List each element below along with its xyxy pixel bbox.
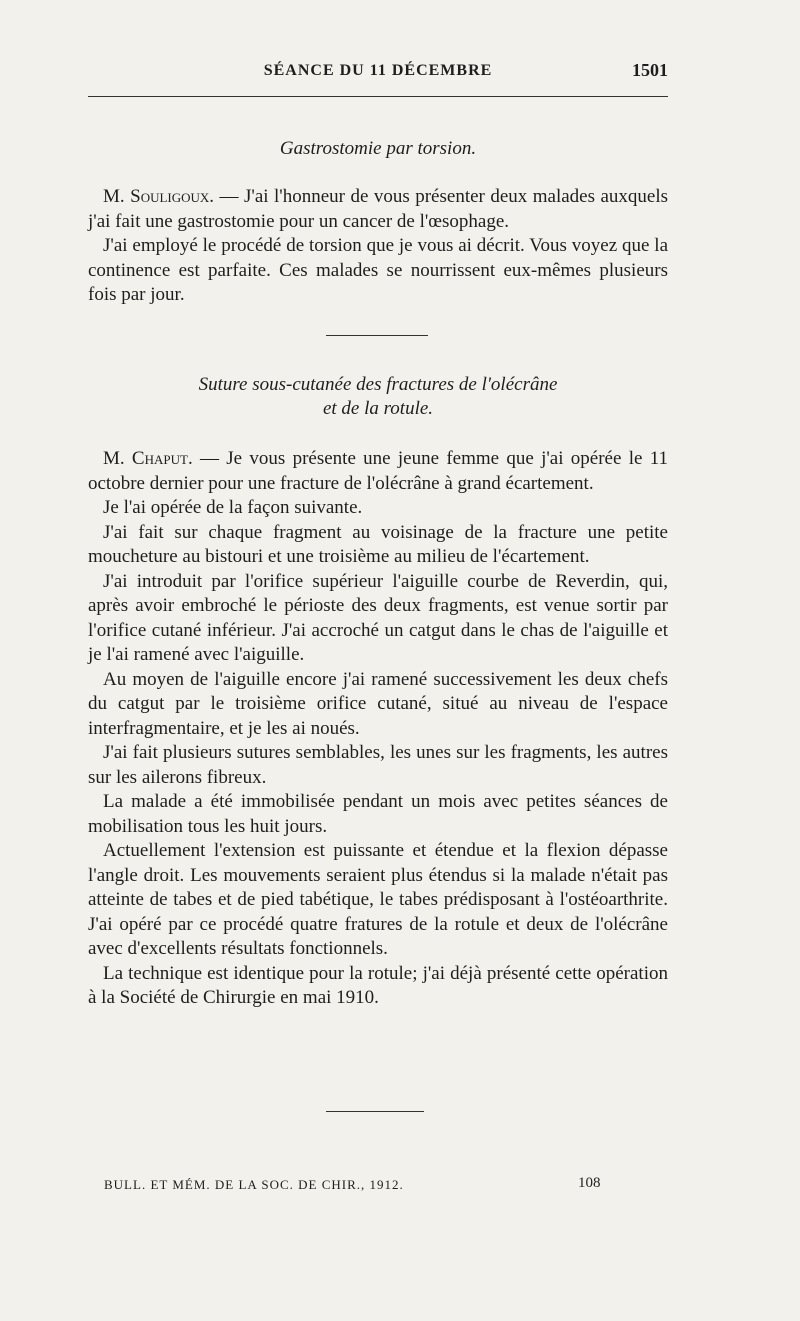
paragraph-text: — J'ai l'honneur de vous présenter deux malades auxquels j'ai fait une gastrostomie pour un cancer de l'œsophage. [88,186,669,232]
page-number: 1501 [632,60,668,80]
paragraph: Actuellement l'extension est puissante et étendue et la flexion dépasse l'angle droit. Les mouvements seraient plus étendus si la malade n'était pas atteinte de tabes et de pied tabétique, le tabes prédisposant à l'ostéoarthrite. J'ai opéré par ce procédé quatre fratures de la rotule et deux de l'olécrâne avec d'excellents résultats fonctionnels. [88,840,668,959]
paragraph: Au moyen de l'aiguille encore j'ai ramené successivement les deux chefs du catgut par le troisième orifice cutané, situé au niveau de l'espace interfragmentaire, et je les ai noués. [88,668,668,739]
paragraph: J'ai employé le procédé de torsion que je vous ai décrit. Vous voyez que la continence est parfaite. Ces malades se nourrissent eux-mêmes plusieurs fois par jour. [88,235,668,305]
section-body-suture [88,447,668,1011]
paragraph [88,447,668,496]
paragraph: J'ai fait plusieurs sutures semblables, les unes sur les fragments, les autres sur les ailerons fibreux. [88,742,668,788]
section-body-gastrostomie [88,185,668,308]
paragraph: La malade a été immobilisée pendant un mois avec petites séances de mobilisation tous les huit jours. [88,791,668,837]
section-title-gastrostomie: Gastrostomie par torsion. [279,138,477,159]
paragraph: Je l'ai opérée de la façon suivante. [103,497,363,518]
signature-number: 108 [578,1175,601,1191]
paragraph: La technique est identique pour la rotule; j'ai déjà présenté cette opération à la Société de Chirurgie en mai 1910. [88,962,668,1008]
paragraph: J'ai fait sur chaque fragment au voisinage de la fracture une petite moucheture au bistouri et une troisième au milieu de l'écartement. [88,521,668,567]
header-rule [88,96,668,97]
section-title-suture-line2: et de la rotule. [322,398,434,419]
paragraph-text: — Je vous présente une jeune femme que j'ai opérée le 11 octobre dernier pour une fracture de l'olécrâne à grand écartement. [88,448,669,494]
speaker-name: M. Souligoux. [103,186,215,207]
footer-citation: BULL. ET MÉM. DE LA SOC. DE CHIR., 1912. [104,1177,404,1192]
running-header [88,60,668,86]
section-title-suture-line1: Suture sous-cutanée des fractures de l'olécrâne [198,374,558,395]
speaker-name: M. Chaput. [103,448,193,469]
paragraph [88,185,668,234]
section-separator [326,335,428,336]
running-title: SÉANCE DU 11 DÉCEMBRE [263,62,493,79]
paragraph: J'ai introduit par l'orifice supérieur l'aiguille courbe de Reverdin, qui, après avoir embroché le périoste des deux fragments, est venue sortir par l'orifice cutané inférieur. J'ai accroché un catgut dans le chas de l'aiguille et je l'ai ramené avec l'aiguille. [88,570,668,665]
section-separator [326,1111,424,1112]
